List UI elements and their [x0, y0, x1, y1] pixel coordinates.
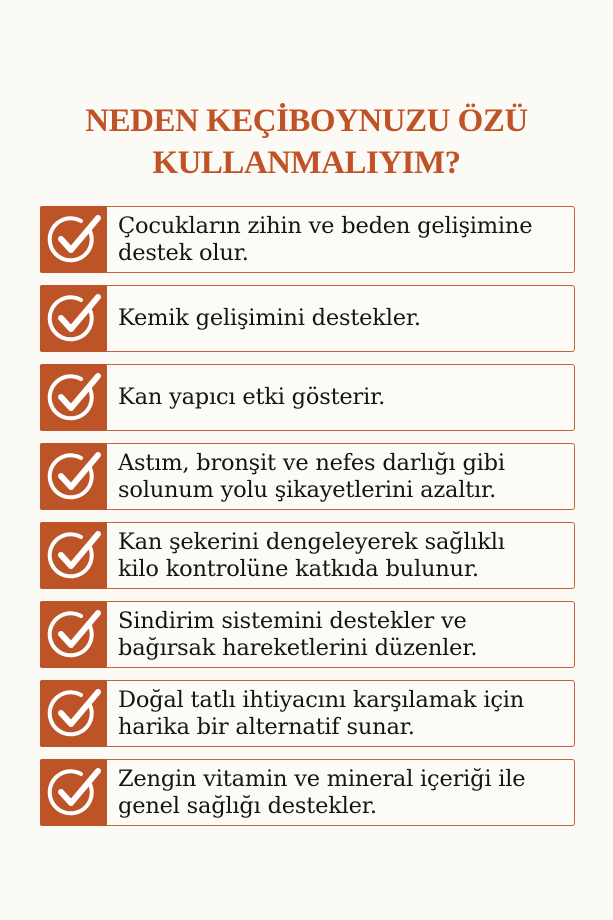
list-item: [40, 364, 575, 431]
check-circle-icon: [40, 680, 107, 747]
item-text-line-2: bağırsak hareketlerini düzenler.: [118, 634, 478, 661]
item-text-line-1: Kan şekerini dengeleyerek sağlıklı: [118, 528, 505, 555]
list-item: [40, 285, 575, 352]
item-text-line-1: Sindirim sistemini destekler ve: [118, 607, 467, 634]
list-item: [40, 680, 575, 747]
title-line-2: KULLANMALIYIM?: [152, 145, 461, 181]
item-text-line-1: Kan yapıcı etki gösterir.: [118, 384, 386, 410]
check-circle-icon: [40, 443, 107, 510]
item-text-line-2: solunum yolu şikayetlerini azaltır.: [118, 476, 497, 503]
title-line-1: NEDEN KEÇİBOYNUZU ÖZÜ: [85, 103, 528, 139]
item-text-line-1: Astım, bronşit ve nefes darlığı gibi: [118, 449, 505, 476]
item-text-line-2: kilo kontrolüne katkıda bulunur.: [118, 555, 479, 582]
list-item: [40, 522, 575, 589]
check-circle-icon: [40, 285, 107, 352]
item-text-line-1: Çocukların zihin ve beden gelişimine: [118, 212, 533, 239]
check-circle-icon: [40, 759, 107, 826]
item-text-line-2: genel sağlığı destekler.: [118, 792, 377, 819]
item-text-line-2: harika bir alternatif sunar.: [118, 713, 415, 740]
list-item: [40, 759, 575, 826]
list-item: [40, 206, 575, 273]
check-circle-icon: [40, 364, 107, 431]
item-text-line-1: Kemik gelişimini destekler.: [118, 305, 421, 331]
check-circle-icon: [40, 522, 107, 589]
check-circle-icon: [40, 206, 107, 273]
list-item: [40, 601, 575, 668]
item-text-line-2: destek olur.: [118, 239, 249, 266]
item-text-line-1: Doğal tatlı ihtiyacını karşılamak için: [118, 686, 525, 713]
check-circle-icon: [40, 601, 107, 668]
list-item: [40, 443, 575, 510]
item-text-line-1: Zengin vitamin ve mineral içeriği ile: [118, 765, 526, 792]
